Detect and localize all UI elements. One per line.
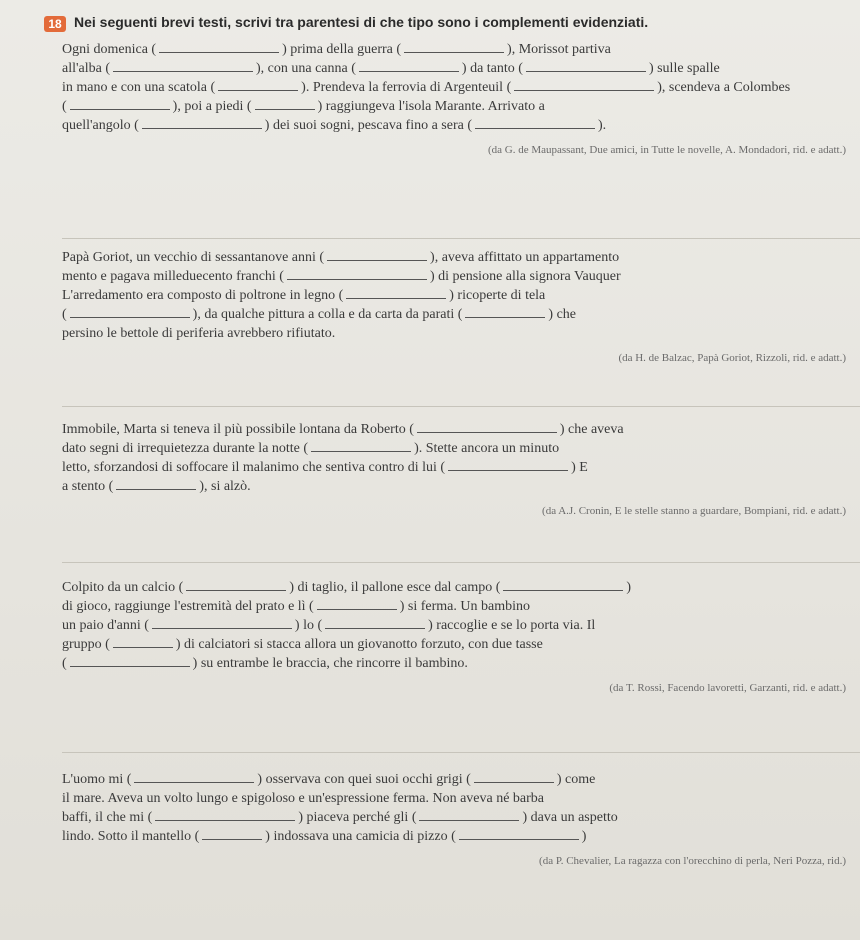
text-segment: ) su entrambe le braccia, che rincorre il bambino. bbox=[192, 656, 468, 671]
text-line bbox=[62, 420, 860, 439]
text-segment: in mano e con una scatola ( bbox=[62, 80, 216, 95]
answer-blank[interactable] bbox=[311, 439, 411, 452]
answer-blank[interactable] bbox=[159, 40, 279, 53]
answer-blank[interactable] bbox=[475, 116, 595, 129]
answer-blank[interactable] bbox=[317, 597, 397, 610]
text-line bbox=[62, 654, 860, 673]
text-segment: ), si alzò. bbox=[199, 479, 251, 494]
text-line bbox=[62, 770, 860, 789]
text-segment: ) si ferma. Un bambino bbox=[399, 599, 530, 614]
text-segment: ) di taglio, il pallone esce dal campo ( bbox=[289, 580, 501, 595]
answer-blank[interactable] bbox=[459, 827, 579, 840]
divider bbox=[62, 406, 860, 407]
text-segment: ) di pensione alla signora Vauquer bbox=[429, 269, 621, 284]
text-segment: ) che aveva bbox=[559, 422, 624, 437]
text-line bbox=[62, 286, 860, 305]
answer-blank[interactable] bbox=[474, 770, 554, 783]
text-segment: ), da qualche pittura a colla e da carta da parati ( bbox=[192, 307, 463, 322]
text-line bbox=[62, 597, 860, 616]
text-segment: ) da tanto ( bbox=[461, 61, 523, 76]
text-segment: mento e pagava milleduecento franchi ( bbox=[62, 269, 284, 284]
text-segment: ), con una canna ( bbox=[256, 61, 356, 76]
text-segment: ) che bbox=[548, 307, 577, 322]
text-segment: letto, sforzandosi di soffocare il malanimo che sentiva contro di lui ( bbox=[62, 460, 446, 475]
text-passage-5 bbox=[62, 770, 860, 871]
text-line bbox=[62, 59, 860, 78]
text-segment: ) indossava una camicia di pizzo ( bbox=[265, 829, 456, 844]
text-line bbox=[62, 808, 860, 827]
text-segment: ) ricoperte di tela bbox=[449, 288, 546, 303]
answer-blank[interactable] bbox=[116, 477, 196, 490]
text-segment: il mare. Aveva un volto lungo e spigoloso e un'espressione ferma. Non aveva né barba bbox=[62, 791, 545, 806]
source-citation: (da P. Chevalier, La ragazza con l'orecchino di perla, Neri Pozza, rid.) bbox=[539, 855, 846, 867]
answer-blank[interactable] bbox=[346, 286, 446, 299]
answer-blank[interactable] bbox=[113, 59, 253, 72]
answer-blank[interactable] bbox=[155, 808, 295, 821]
text-line bbox=[62, 616, 860, 635]
text-segment: quell'angolo ( bbox=[62, 118, 139, 133]
text-segment: ) E bbox=[571, 460, 588, 475]
text-segment: Colpito da un calcio ( bbox=[62, 580, 184, 595]
answer-blank[interactable] bbox=[186, 578, 286, 591]
answer-blank[interactable] bbox=[152, 616, 292, 629]
source-citation: (da T. Rossi, Facendo lavoretti, Garzanti, rid. e adatt.) bbox=[609, 682, 846, 694]
answer-blank[interactable] bbox=[419, 808, 519, 821]
text-segment: ) dava un aspetto bbox=[522, 810, 618, 825]
text-segment: ) lo ( bbox=[294, 618, 323, 633]
answer-blank[interactable] bbox=[359, 59, 459, 72]
text-segment: di gioco, raggiunge l'estremità del prato e lì ( bbox=[62, 599, 314, 614]
answer-blank[interactable] bbox=[327, 248, 427, 261]
text-line bbox=[62, 477, 860, 496]
answer-blank[interactable] bbox=[503, 578, 623, 591]
text-segment: ) osservava con quei suoi occhi grigi ( bbox=[257, 772, 471, 787]
source-citation: (da G. de Maupassant, Due amici, in Tutte le novelle, A. Mondadori, rid. e adatt.) bbox=[487, 144, 846, 156]
text-segment: ) raccoglie e se lo porta via. Il bbox=[428, 618, 596, 633]
text-segment: ( bbox=[62, 307, 67, 322]
text-segment: L'uomo mi ( bbox=[62, 772, 132, 787]
answer-blank[interactable] bbox=[526, 59, 646, 72]
answer-blank[interactable] bbox=[287, 267, 427, 280]
text-segment: ), Morissot partiva bbox=[507, 42, 611, 57]
text-line bbox=[62, 578, 860, 597]
answer-blank[interactable] bbox=[142, 116, 262, 129]
text-passage-4 bbox=[62, 578, 860, 698]
text-segment: Ogni domenica ( bbox=[62, 42, 157, 57]
exercise-number-badge: 18 bbox=[44, 16, 66, 32]
text-segment: dato segni di irrequietezza durante la notte ( bbox=[62, 441, 309, 456]
answer-blank[interactable] bbox=[202, 827, 262, 840]
text-line bbox=[62, 789, 860, 808]
text-segment: ). Stette ancora un minuto bbox=[414, 441, 560, 456]
text-segment: ), aveva affittato un appartamento bbox=[430, 250, 620, 265]
text-segment: un paio d'anni ( bbox=[62, 618, 149, 633]
text-line bbox=[62, 324, 860, 343]
answer-blank[interactable] bbox=[113, 635, 173, 648]
answer-blank[interactable] bbox=[255, 97, 315, 110]
divider bbox=[62, 238, 860, 239]
answer-blank[interactable] bbox=[70, 305, 190, 318]
text-segment: persino le bettole di periferia avrebbero rifiutato. bbox=[62, 326, 336, 341]
text-segment: all'alba ( bbox=[62, 61, 110, 76]
text-segment: ), poi a piedi ( bbox=[172, 99, 252, 114]
answer-blank[interactable] bbox=[417, 420, 557, 433]
text-segment: ). Prendeva la ferrovia di Argenteuil ( bbox=[301, 80, 512, 95]
answer-blank[interactable] bbox=[465, 305, 545, 318]
source-citation: (da H. de Balzac, Papà Goriot, Rizzoli, rid. e adatt.) bbox=[618, 352, 846, 364]
text-segment: ( bbox=[62, 99, 67, 114]
text-segment: ) piaceva perché gli ( bbox=[298, 810, 417, 825]
answer-blank[interactable] bbox=[448, 458, 568, 471]
text-line bbox=[62, 439, 860, 458]
divider bbox=[62, 562, 860, 563]
exercise-instruction: Nei seguenti brevi testi, scrivi tra parentesi di che tipo sono i complementi evidenziati. bbox=[74, 14, 649, 30]
text-segment: ) prima della guerra ( bbox=[282, 42, 402, 57]
text-segment: lindo. Sotto il mantello ( bbox=[62, 829, 200, 844]
answer-blank[interactable] bbox=[70, 97, 170, 110]
text-line bbox=[62, 827, 860, 846]
text-segment: ). bbox=[598, 118, 607, 133]
text-segment: a stento ( bbox=[62, 479, 114, 494]
text-segment: ) sulle spalle bbox=[648, 61, 720, 76]
source-citation: (da A.J. Cronin, E le stelle stanno a guardare, Bompiani, rid. e adatt.) bbox=[542, 505, 846, 517]
text-passage-3 bbox=[62, 420, 860, 521]
text-passage-1 bbox=[62, 40, 860, 160]
text-line bbox=[62, 40, 860, 59]
answer-blank[interactable] bbox=[514, 78, 654, 91]
divider bbox=[62, 752, 860, 753]
text-line bbox=[62, 116, 860, 135]
text-line bbox=[62, 78, 860, 97]
text-segment: ) bbox=[581, 829, 587, 844]
text-segment: Immobile, Marta si teneva il più possibile lontana da Roberto ( bbox=[62, 422, 414, 437]
text-line bbox=[62, 635, 860, 654]
answer-blank[interactable] bbox=[134, 770, 254, 783]
text-segment: ) di calciatori si stacca allora un giovanotto forzuto, con due tasse bbox=[175, 637, 543, 652]
text-segment: ) bbox=[626, 580, 632, 595]
text-segment: ), scendeva a Colombes bbox=[657, 80, 791, 95]
exercise-header bbox=[44, 14, 860, 32]
text-segment: gruppo ( bbox=[62, 637, 110, 652]
text-segment: ) come bbox=[556, 772, 596, 787]
text-segment: Papà Goriot, un vecchio di sessantanove anni ( bbox=[62, 250, 325, 265]
text-segment: ) dei suoi sogni, pescava fino a sera ( bbox=[264, 118, 472, 133]
text-segment: L'arredamento era composto di poltrone in legno ( bbox=[62, 288, 344, 303]
text-line bbox=[62, 458, 860, 477]
answer-blank[interactable] bbox=[325, 616, 425, 629]
answer-blank[interactable] bbox=[404, 40, 504, 53]
text-segment: ) raggiungeva l'isola Marante. Arrivato a bbox=[317, 99, 545, 114]
text-line bbox=[62, 248, 860, 267]
text-passage-2 bbox=[62, 248, 860, 368]
text-line bbox=[62, 305, 860, 324]
answer-blank[interactable] bbox=[218, 78, 298, 91]
answer-blank[interactable] bbox=[70, 654, 190, 667]
text-segment: baffi, il che mi ( bbox=[62, 810, 153, 825]
text-segment: ( bbox=[62, 656, 67, 671]
text-line bbox=[62, 267, 860, 286]
text-line bbox=[62, 97, 860, 116]
